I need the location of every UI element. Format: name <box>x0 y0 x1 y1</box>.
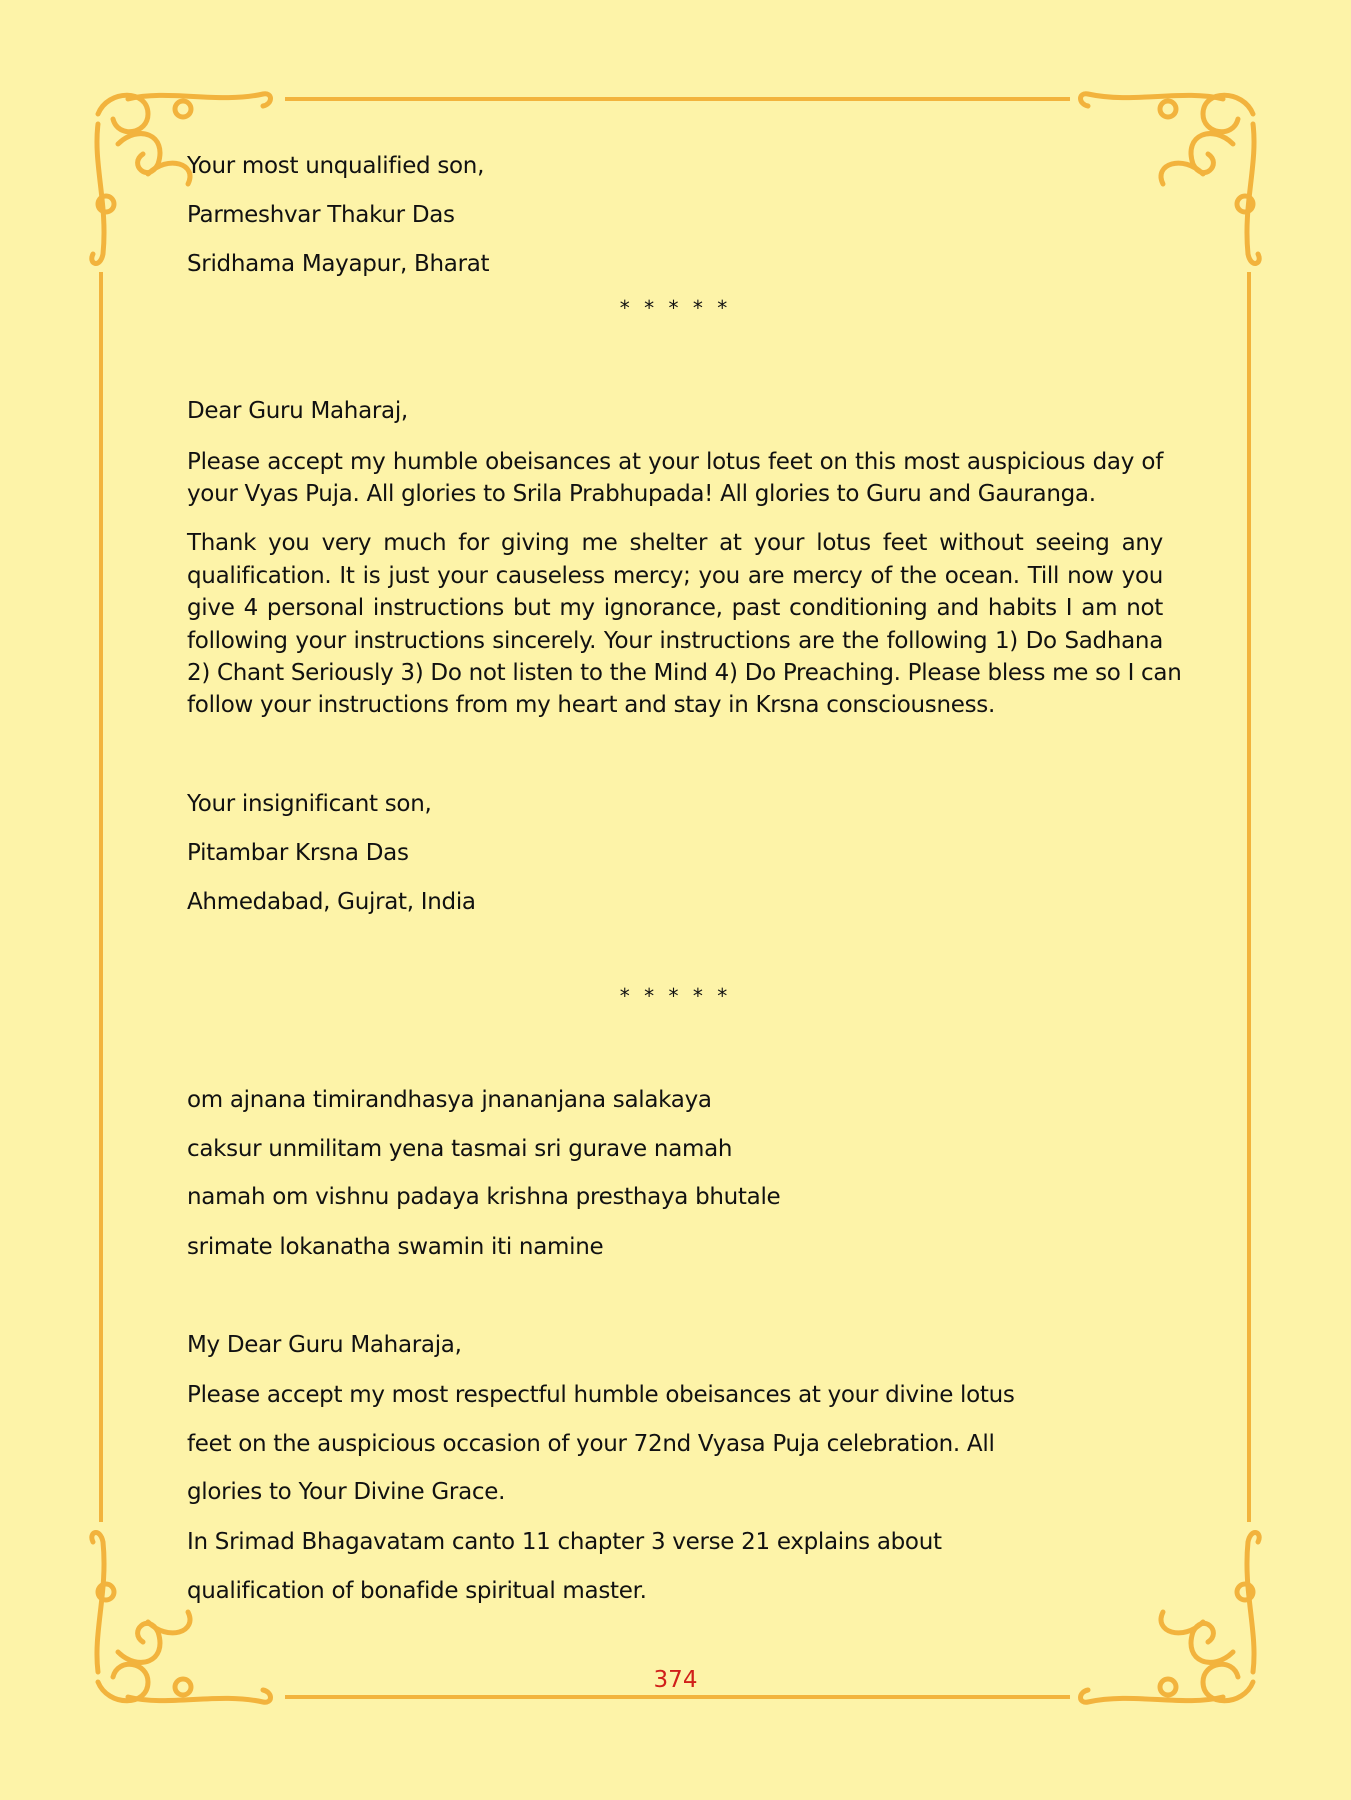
page-number: 374 <box>653 1667 698 1693</box>
separator: * * * * * <box>619 296 732 320</box>
letter-line: Please accept my most respectful humble obeisances at your divine lotus <box>187 1382 1015 1408</box>
letter-greeting: My Dear Guru Maharaja, <box>187 1332 462 1358</box>
paragraph-line: Please accept my humble obeisances at your lotus feet on this most auspicious day of <box>187 449 1163 475</box>
mantra-line: srimate lokanatha swamin iti namine <box>187 1234 604 1260</box>
letter-line: In Srimad Bhagavatam canto 11 chapter 3 verse 21 explains about <box>187 1529 942 1555</box>
border-right <box>1247 272 1251 1522</box>
closing-salutation: Your insignificant son, <box>187 791 432 817</box>
letter-line: qualification of bonafide spiritual master. <box>187 1578 647 1604</box>
mantra-line: caksur unmilitam yena tasmai sri gurave namah <box>187 1136 733 1162</box>
corner-ornament-top-right <box>1073 84 1263 274</box>
mantra-line: namah om vishnu padaya krishna presthaya bhutale <box>187 1184 781 1210</box>
closing-salutation: Your most unqualified son, <box>187 153 485 179</box>
mantra-line: om ajnana timirandhasya jnananjana salakaya <box>187 1087 712 1113</box>
signer-place: Ahmedabad, Gujrat, India <box>187 889 476 915</box>
paragraph-line: your Vyas Puja. All glories to Srila Prabhupada! All glories to Guru and Gauranga. <box>187 481 1096 507</box>
paragraph-line: give 4 personal instructions but my ignorance, past conditioning and habits I am not <box>187 595 1163 621</box>
letter-greeting: Dear Guru Maharaj, <box>187 398 408 424</box>
border-left <box>99 272 103 1522</box>
paragraph-line: 2) Chant Seriously 3) Do not listen to the Mind 4) Do Preaching. Please bless me so I can <box>187 660 1182 686</box>
paragraph-line: following your instructions sincerely. Your instructions are the following 1) Do Sadhana <box>187 628 1163 654</box>
signer-place: Sridhama Mayapur, Bharat <box>187 251 490 277</box>
separator: * * * * * <box>619 984 732 1008</box>
signer-name: Pitambar Krsna Das <box>187 840 409 866</box>
paragraph-line: Thank you very much for giving me shelter at your lotus feet without seeing any <box>187 530 1163 556</box>
paragraph-line: qualification. It is just your causeless mercy; you are mercy of the ocean. Till now you <box>187 563 1163 589</box>
letter-line: feet on the auspicious occasion of your 72nd Vyasa Puja celebration. All <box>187 1431 995 1457</box>
border-top <box>285 97 1070 101</box>
paragraph-line: follow your instructions from my heart and stay in Krsna consciousness. <box>187 692 995 718</box>
signer-name: Parmeshvar Thakur Das <box>187 202 455 228</box>
letter-line: glories to Your Divine Grace. <box>187 1479 506 1505</box>
border-bottom <box>285 1695 1070 1699</box>
